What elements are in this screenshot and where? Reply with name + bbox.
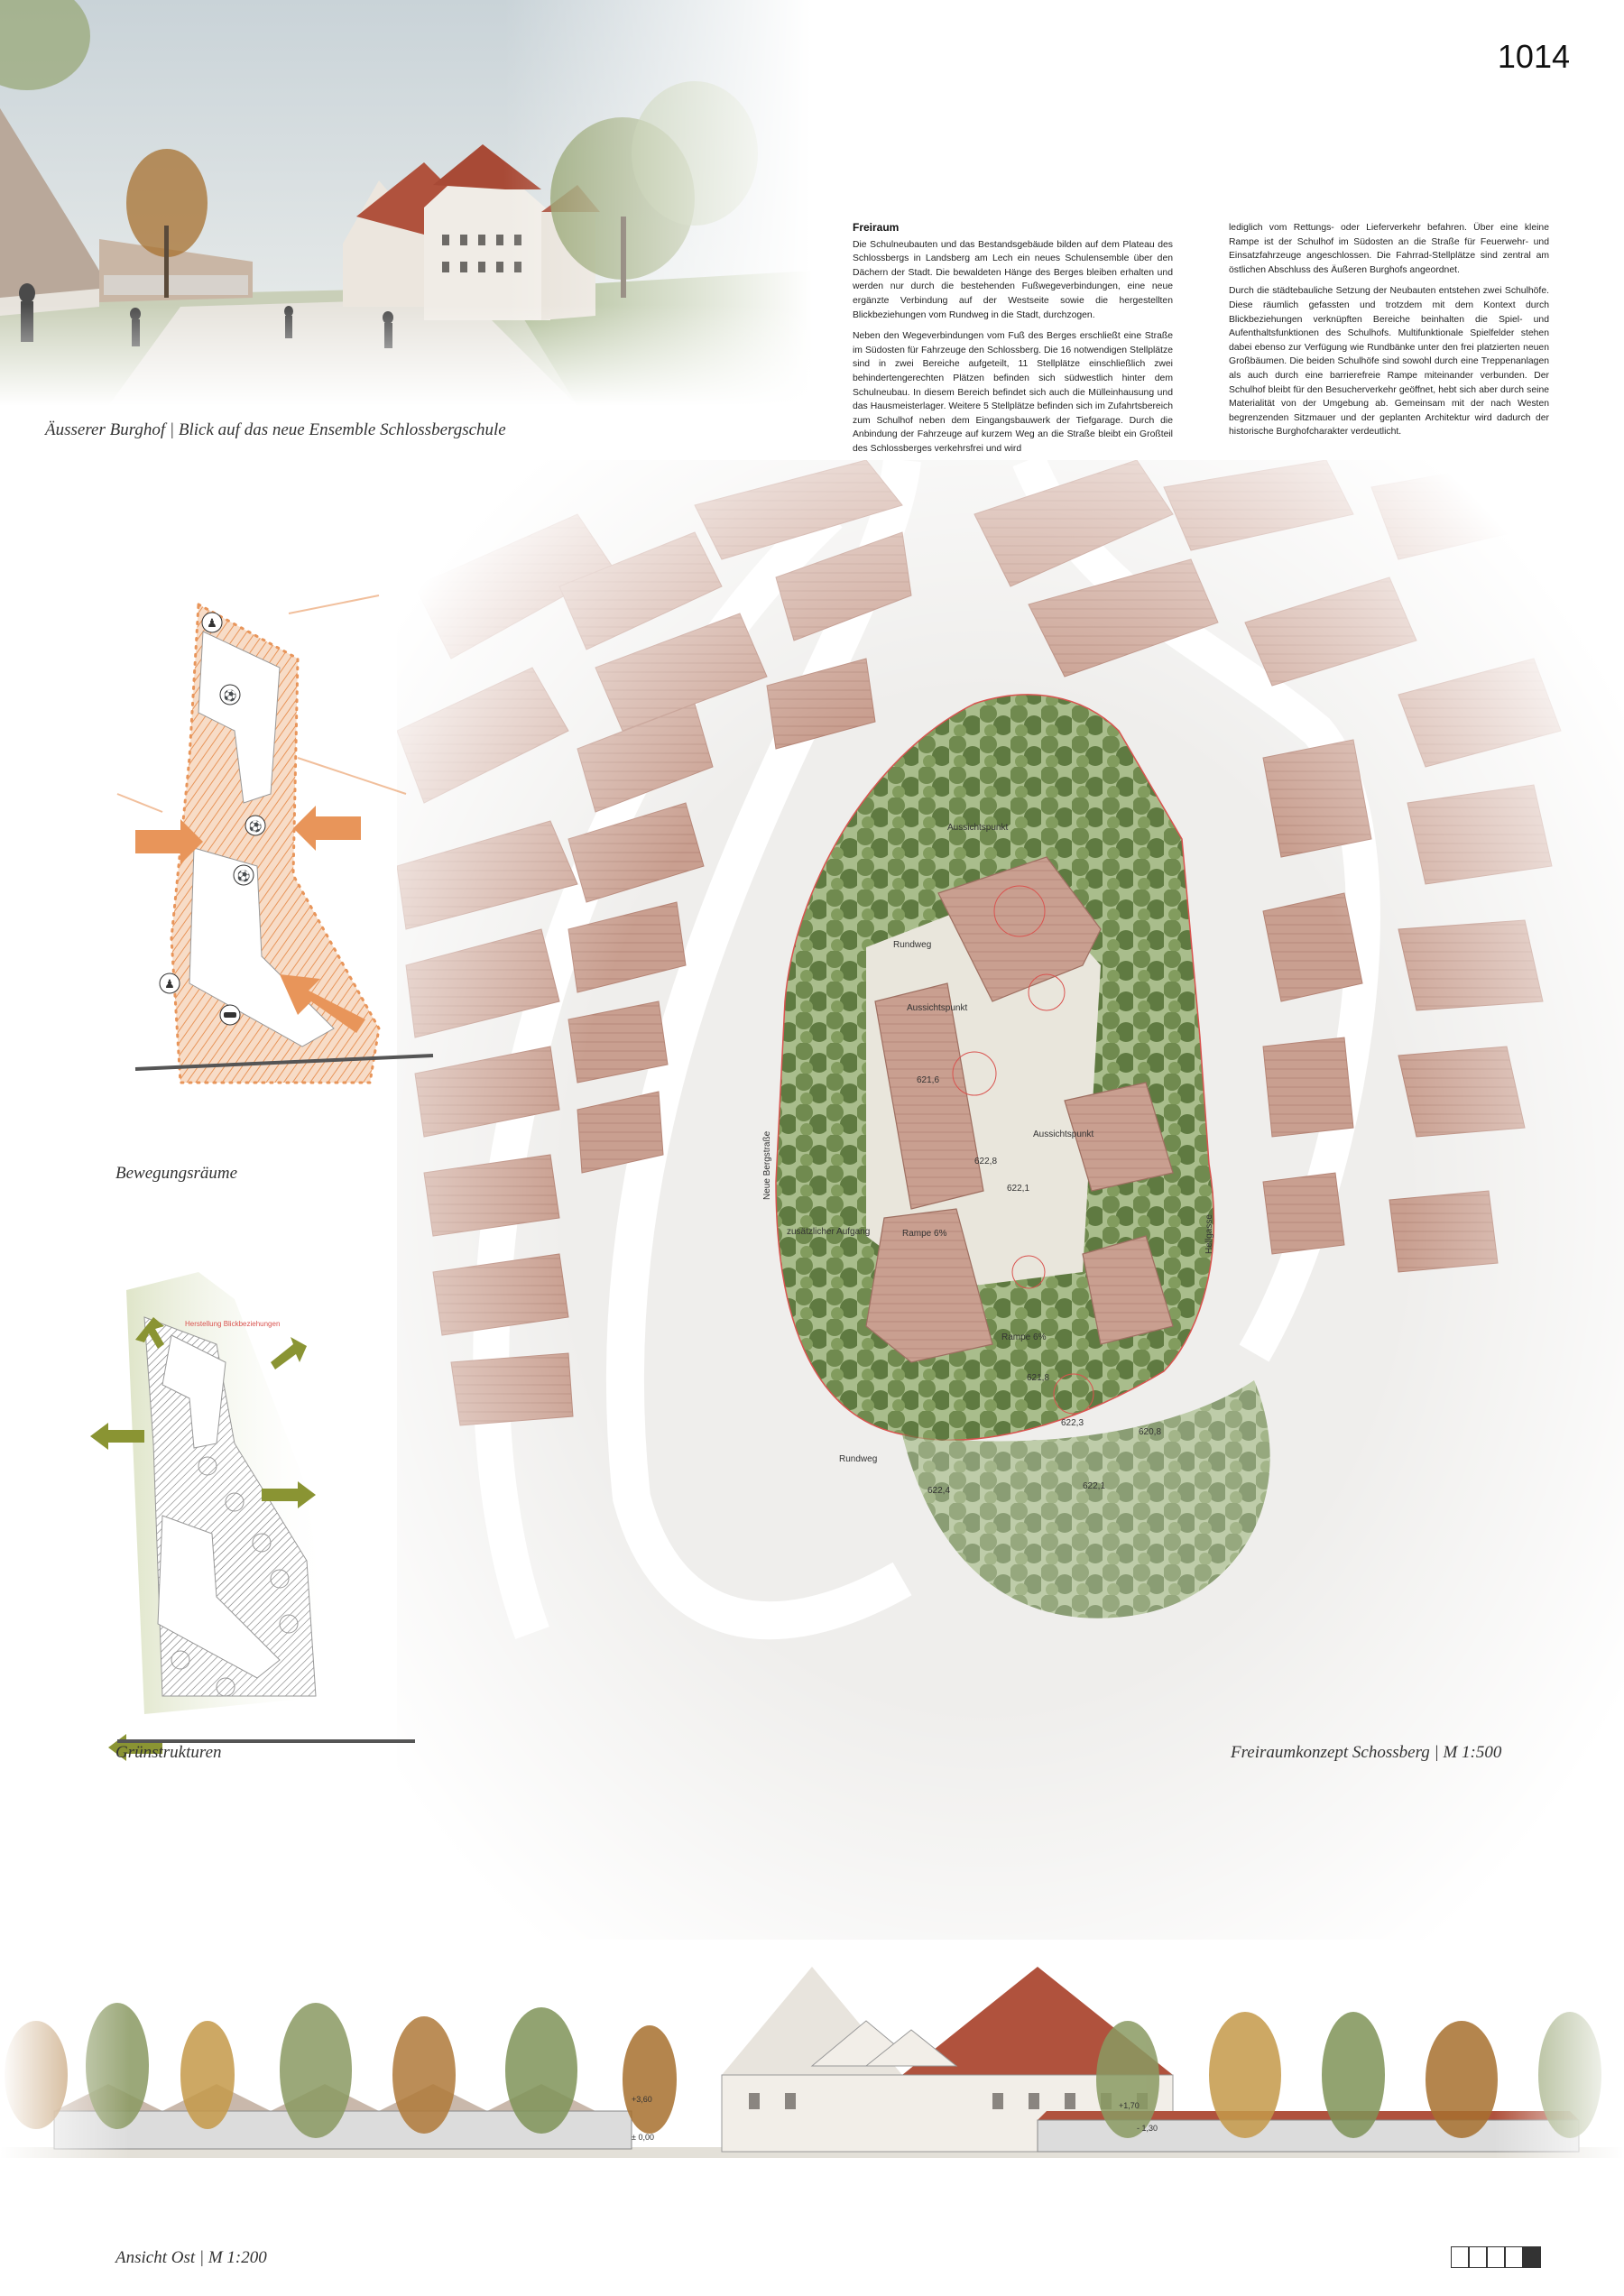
scale-bar-segment bbox=[1505, 2246, 1523, 2268]
svg-text:⚽: ⚽ bbox=[248, 820, 263, 833]
hero-rendering bbox=[0, 0, 812, 406]
pedestrian-icon bbox=[160, 973, 180, 993]
paragraph: Durch die städtebauliche Setzung der Neubauten entstehen zwei Schulhöfe. Diese räumlich gefassten und trotzdem mit dem Kontext durch Blickbeziehungen verknüpften Bereiche beinhalten die Spiel- und Aufenthaltsfunktionen des Schulhofs. Multifunktionale Spielfelder stehen dabei ebenso zur Verfügung wie Rundbänke unter den frei platzierten neuen Großbäumen. Die beiden Schulhöfe sind sowohl durch eine Treppenanlagen als auch durch eine barrierefreie Rampe miteinander verbunden. Der Schulhof bleibt für den Besucherverkehr geöffnet, hebt sich aber durch seine Materialität von der Umgebung ab. Gemeinsam mit der nach Westen begrenzenden Sitzmauer und der geplanten Architektur wird dadurch der historische Burghofcharakter verdeutlicht. bbox=[1229, 286, 1549, 438]
hero-caption: Äusserer Burghof | Blick auf das neue Ensemble Schlossbergschule bbox=[45, 420, 506, 439]
svg-text:♟: ♟ bbox=[164, 977, 175, 991]
scale-bar-segment bbox=[1487, 2246, 1505, 2268]
section-heading: Freiraum bbox=[853, 221, 900, 234]
east-elevation bbox=[0, 1940, 1624, 2183]
sheet-number: 1014 bbox=[1497, 38, 1570, 75]
movement-caption: Bewegungsräume bbox=[115, 1164, 238, 1183]
scale-bar-segment bbox=[1451, 2246, 1469, 2268]
site-plan bbox=[397, 460, 1624, 1940]
paragraph: lediglich vom Rettungs- oder Lieferverkehr befahren. Über eine kleine Rampe ist der Schulhof im Südosten an die Straße für Feuerwehr- und Einsatzfahrzeuge angeschlossen. Die Fahrrad-Stellplätze sind zentral am östlichen Abschluss des Äußeren Burghofs angeordnet. bbox=[1229, 223, 1549, 275]
paragraph: Neben den Wegeverbindungen vom Fuß des Berges erschließt eine Straße im Südosten für Fahrzeuge den Schlossberg. Die 16 notwendigen Stellplätze sind in zwei Bereiche aufgeteilt, 11 Stellplätze einschließlich zwei behindertengerechten Plätzen befinden sich südwestlich hinter dem Schulneubau. In diesem Bereich befindet sich auch die Mülleinhausung und das Hausmeisterlager. Weitere 5 Stellplätze befinden sich im Zufahrtsbereich zum Schulhof neben dem Eingangsbauwerk der Tiefgarage. Durch die Anbindung der Fahrzeuge auf kurzem Weg an die Straße bleibt ein Großteil des Schlossberges verkehrsfrei und wird bbox=[853, 331, 1173, 454]
svg-text:⚽: ⚽ bbox=[223, 689, 237, 702]
paragraph: Die Schulneubauten und das Bestandsgebäude bilden auf dem Plateau des Schlossbergs in Landsberg am Lech ein neues Schulensemble über den Dächern der Stadt. Die bewaldeten Hänge des Berges bleiben erhalten und werden nur durch die bestehenden Fußwegeverbindungen, eine neue ergänzte Verbindung auf der Westseite sowie die hergestellten Blickbeziehungen vom Rundweg in die Stadt, durchzogen. bbox=[853, 239, 1173, 320]
elevation-caption: Ansicht Ost | M 1:200 bbox=[115, 2248, 267, 2267]
movement-diagram bbox=[108, 577, 451, 1137]
svg-text:♟: ♟ bbox=[207, 616, 217, 630]
pedestrian-icon bbox=[202, 613, 222, 632]
play-icon bbox=[234, 865, 254, 885]
green-diagram-label: Herstellung Blickbeziehungen bbox=[185, 1320, 281, 1328]
text-column-right bbox=[1229, 221, 1549, 447]
green-diagram bbox=[90, 1263, 433, 1768]
car-icon bbox=[220, 1005, 240, 1025]
plan-caption: Freiraumkonzept Schossberg | M 1:500 bbox=[1231, 1743, 1502, 1762]
svg-text:⚽: ⚽ bbox=[236, 870, 251, 882]
play-icon bbox=[220, 685, 240, 705]
scale-bar-segment bbox=[1523, 2246, 1541, 2268]
text-column-left bbox=[853, 221, 1173, 464]
scale-bar bbox=[1451, 2246, 1541, 2268]
green-caption: Grünstrukturen bbox=[115, 1743, 222, 1762]
play-icon bbox=[245, 816, 265, 835]
scale-bar-segment bbox=[1469, 2246, 1487, 2268]
